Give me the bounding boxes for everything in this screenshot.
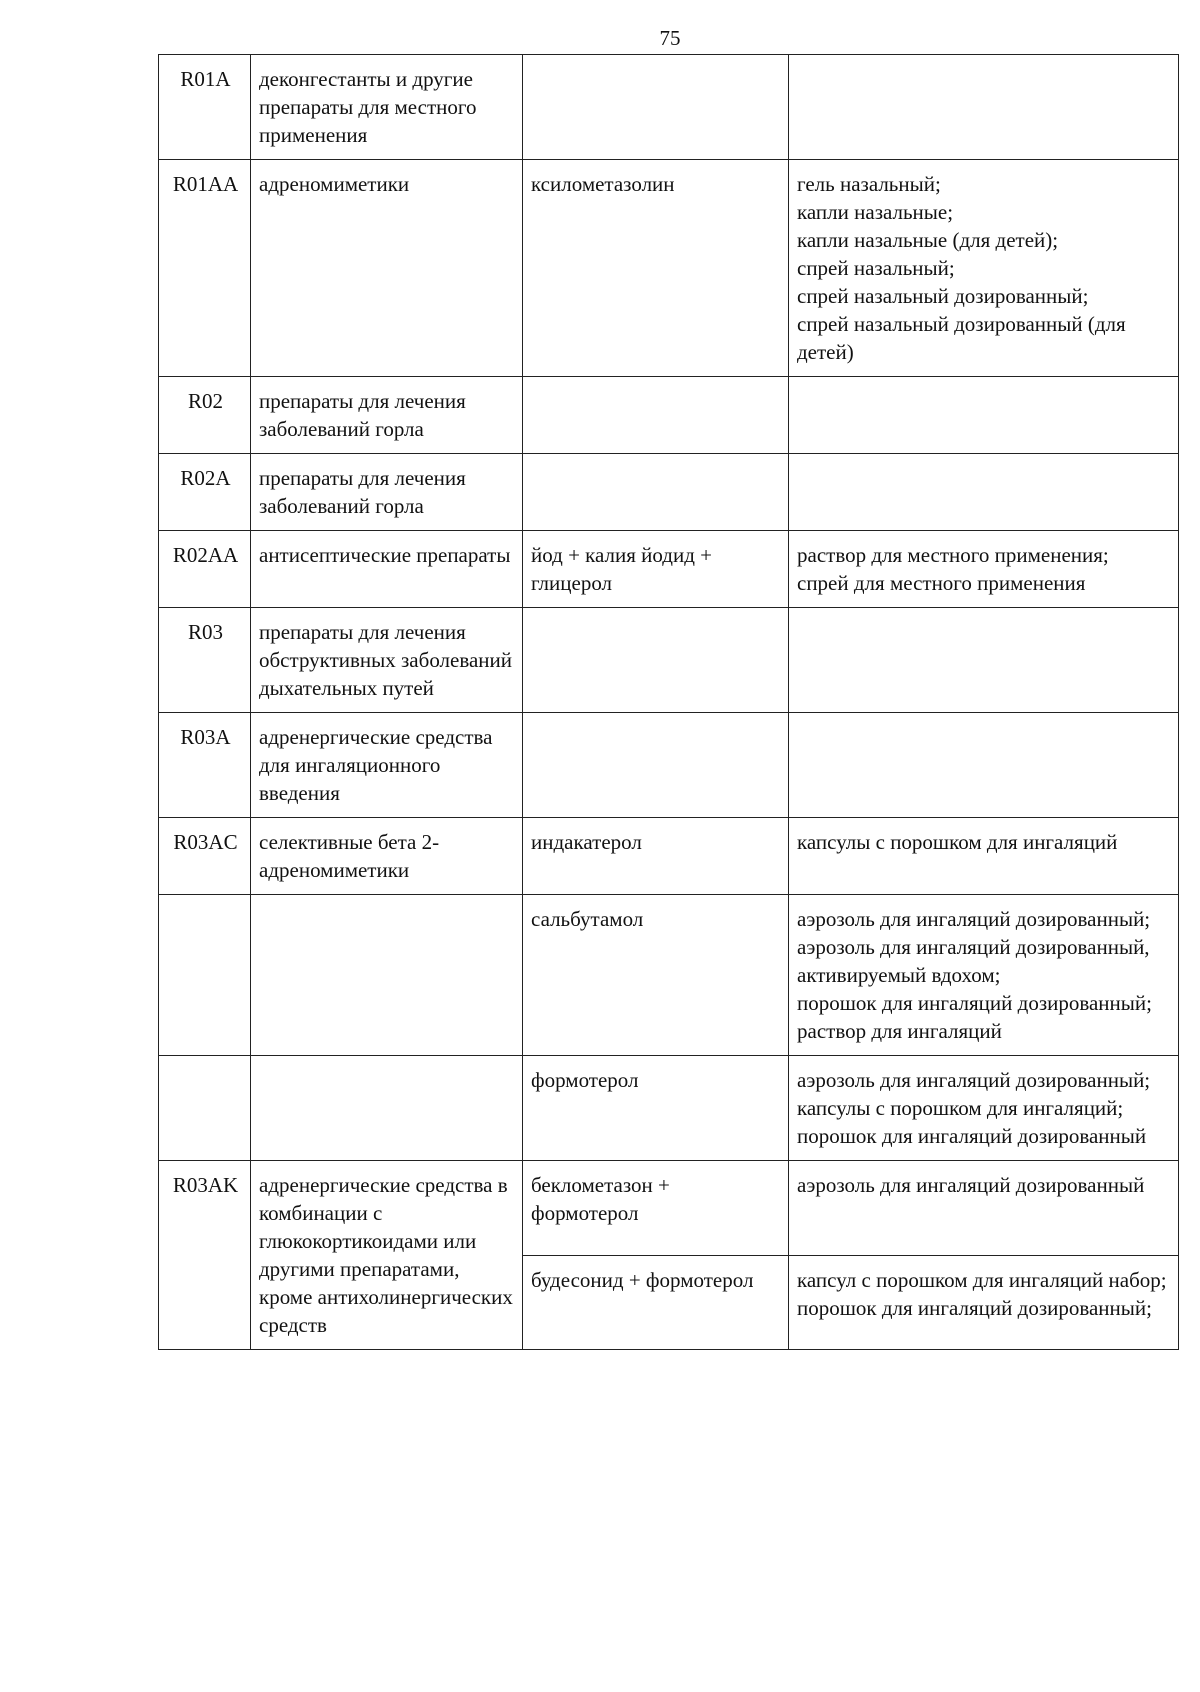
dosage-forms-cell: [789, 608, 1179, 713]
atc-code-cell: R03AK: [159, 1161, 251, 1350]
table-row: [159, 454, 1179, 531]
drug-name-cell: будесонид + формотерол: [523, 1255, 789, 1350]
atc-code-cell: R02A: [159, 454, 251, 531]
dosage-forms-cell: [789, 55, 1179, 160]
atc-group-cell: селективные бета 2-адреномиметики: [251, 818, 523, 895]
atc-group-cell: антисептические препараты: [251, 531, 523, 608]
table-row: [159, 713, 1179, 818]
dosage-form: капсулы с порошком для ингаляций;: [797, 1096, 1124, 1120]
atc-group-cell: [251, 895, 523, 1056]
table-row: [159, 531, 1179, 608]
drug-name-cell: йод + калия йодид + глицерол: [523, 531, 789, 608]
drug-name-cell: индакатерол: [523, 818, 789, 895]
atc-group-cell: деконгестанты и другие препараты для местного применения: [251, 55, 523, 160]
atc-code-cell: R01A: [159, 55, 251, 160]
atc-group-cell: адренергические средства для ингаляционного введения: [251, 713, 523, 818]
atc-group-cell: адреномиметики: [251, 160, 523, 377]
dosage-form: аэрозоль для ингаляций дозированный: [797, 1173, 1145, 1197]
dosage-form: гель назальный;: [797, 172, 941, 196]
dosage-form: порошок для ингаляций дозированный;: [797, 1295, 1152, 1320]
dosage-forms-cell: [789, 1255, 1179, 1350]
table-row: [159, 818, 1179, 895]
dosage-form: аэрозоль для ингаляций дозированный;: [797, 1068, 1151, 1092]
dosage-forms-cell: [789, 160, 1179, 377]
drug-name-cell: [523, 713, 789, 818]
dosage-form: аэрозоль для ингаляций дозированный, активируемый вдохом;: [797, 935, 1150, 987]
table-row: [159, 895, 1179, 1056]
table-row: [159, 160, 1179, 377]
table-row: [159, 1161, 1179, 1256]
atc-code-cell: [159, 895, 251, 1056]
dosage-form: капсул с порошком для ингаляций набор;: [797, 1267, 1167, 1292]
dosage-form: спрей для местного применения: [797, 571, 1086, 595]
atc-group-cell: препараты для лечения заболеваний горла: [251, 377, 523, 454]
drug-table-body: [159, 55, 1179, 1350]
atc-code-cell: R02: [159, 377, 251, 454]
dosage-forms-cell: [789, 531, 1179, 608]
dosage-form: аэрозоль для ингаляций дозированный;: [797, 907, 1151, 931]
dosage-form: раствор для местного применения;: [797, 543, 1109, 567]
dosage-form: порошок для ингаляций дозированный: [797, 1124, 1147, 1148]
dosage-forms-cell: [789, 818, 1179, 895]
drug-name-cell: сальбутамол: [523, 895, 789, 1056]
drug-name-cell: беклометазон + формотерол: [523, 1161, 789, 1256]
atc-group-cell: [251, 1056, 523, 1161]
drug-name-cell: [523, 454, 789, 531]
table-row: [159, 55, 1179, 160]
dosage-form: порошок для ингаляций дозированный;: [797, 991, 1152, 1015]
drug-name-cell: формотерол: [523, 1056, 789, 1161]
atc-code-cell: R01AA: [159, 160, 251, 377]
dosage-form: спрей назальный дозированный (для детей): [797, 312, 1126, 364]
dosage-forms-cell: [789, 713, 1179, 818]
atc-group-cell: препараты для лечения обструктивных заболеваний дыхательных путей: [251, 608, 523, 713]
atc-code-cell: R03: [159, 608, 251, 713]
drug-name-cell: ксилометазолин: [523, 160, 789, 377]
atc-code-cell: R03AC: [159, 818, 251, 895]
dosage-form: спрей назальный;: [797, 256, 955, 280]
dosage-forms-cell: [789, 454, 1179, 531]
drug-name-cell: [523, 608, 789, 713]
atc-code-cell: [159, 1056, 251, 1161]
dosage-forms-cell: [789, 895, 1179, 1056]
dosage-forms-cell: [789, 1056, 1179, 1161]
dosage-form: раствор для ингаляций: [797, 1019, 1002, 1043]
dosage-form: капли назальные;: [797, 200, 954, 224]
dosage-forms-cell: [789, 1161, 1179, 1256]
table-row: [159, 1056, 1179, 1161]
page-number: 75: [659, 26, 681, 50]
dosage-form: спрей назальный дозированный;: [797, 284, 1089, 308]
table-row: [159, 377, 1179, 454]
atc-group-cell: препараты для лечения заболеваний горла: [251, 454, 523, 531]
drug-table: [158, 54, 1179, 1350]
drug-name-cell: [523, 377, 789, 454]
dosage-forms-cell: [789, 377, 1179, 454]
atc-group-cell: адренергические средства в комбинации с глюкокортикоидами или другими препаратами, кроме антихолинергических средств: [251, 1161, 523, 1350]
atc-code-cell: R02AA: [159, 531, 251, 608]
dosage-form: капсулы с порошком для ингаляций: [797, 830, 1118, 854]
dosage-form: капли назальные (для детей);: [797, 228, 1059, 252]
table-row: [159, 608, 1179, 713]
drug-name-cell: [523, 55, 789, 160]
atc-code-cell: R03A: [159, 713, 251, 818]
